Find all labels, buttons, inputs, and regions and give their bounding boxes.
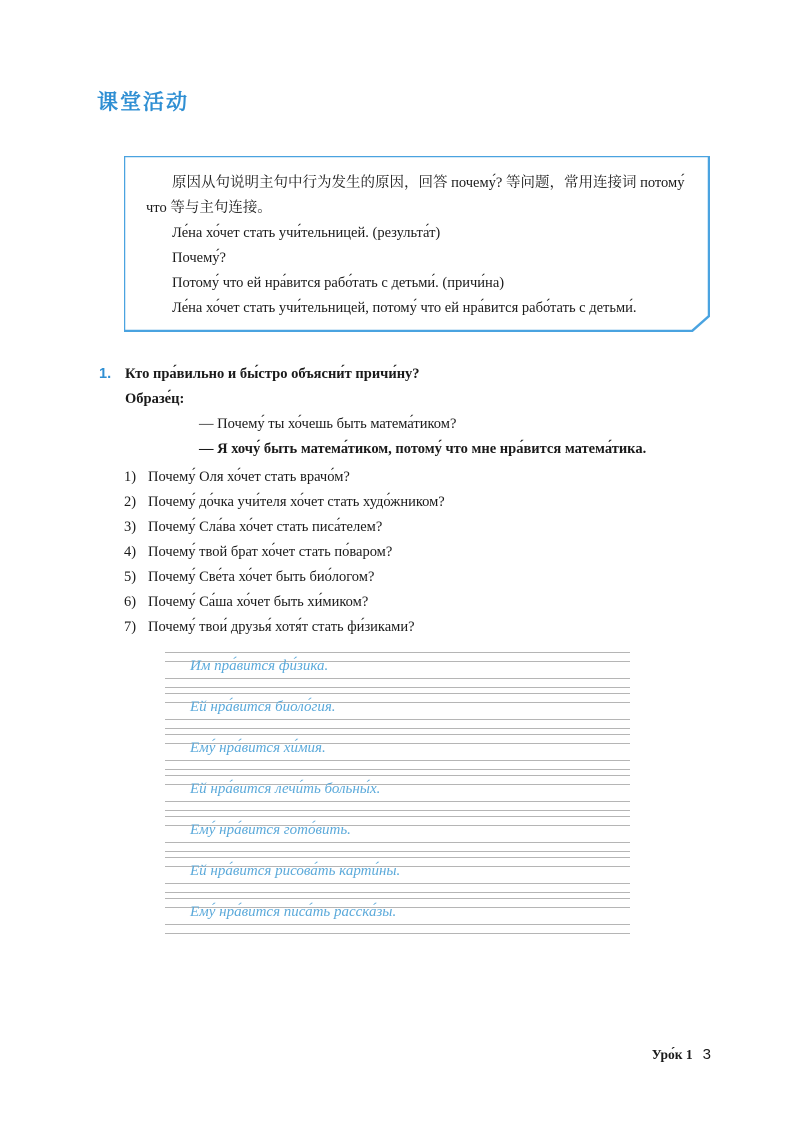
answer-line [165,898,630,939]
list-item [124,540,445,565]
question-number: 7) [124,619,137,635]
handwritten-answer: Ей нра́вится лечи́ть больны́х. [190,781,381,797]
answer-line [165,816,630,857]
handwritten-answer: Ему́ нра́вится хи́мия. [190,740,326,756]
question-list [124,465,445,640]
grammar-example: Потому́ что ей нра́вится рабо́тать с детьми́. (причи́на) [172,275,505,291]
question-text: Почему́ Све́та хо́чет быть био́логом? [148,569,375,585]
handwritten-answer: Ему́ нра́вится писа́ть расска́зы. [190,904,397,920]
list-item [124,615,445,640]
answer-line [165,857,630,898]
grammar-intro: 原因从句说明主句中行为发生的原因，回答 почему́? 等问题，常用连接词 потому́ что 等与主句连接。 [146,175,685,216]
grammar-example: Ле́на хо́чет стать учи́тельницей, потому́ что ей нра́вится рабо́тать с детьми́. [172,300,637,316]
question-text: Почему́ Оля хо́чет стать врачо́м? [148,469,350,485]
handwritten-answer: Ему́ нра́вится гото́вить. [190,822,351,838]
question-number: 2) [124,494,137,510]
question-text: Почему́ до́чка учи́теля хо́чет стать худо́жником? [148,494,445,510]
question-text: Почему́ твои́ друзья́ хотя́т стать фи́зиками? [148,619,415,635]
handwritten-answer: Ей нра́вится биоло́гия. [190,699,336,715]
answer-line [165,652,630,693]
page-number: 3 [702,1046,711,1063]
question-number: 4) [124,544,137,560]
question-number: 5) [124,569,137,585]
handwritten-answer: Им пра́вится фи́зика. [190,658,329,674]
question-text: Почему́ Са́ша хо́чет быть хи́миком? [148,594,369,610]
page-footer [652,1046,711,1063]
answer-line [165,734,630,775]
list-item [124,565,445,590]
answer-line [165,693,630,734]
question-number: 6) [124,594,137,610]
sample-answer: — Я хочу́ быть матема́тиком, потому́ что мне нра́вится матема́тика. [199,441,647,457]
list-item [124,590,445,615]
sample-label: Образе́ц: [125,391,185,407]
list-item [124,465,445,490]
list-item [124,490,445,515]
section-title: 课堂活动 [97,90,189,114]
list-item [124,515,445,540]
grammar-example: Почему́? [172,250,226,266]
grammar-example: Ле́на хо́чет стать учи́тельницей. (результа́т) [172,225,441,241]
question-text: Почему́ твой брат хо́чет стать по́варом? [148,544,393,560]
task-number: 1. [99,366,112,382]
grammar-box [124,138,710,332]
question-text: Почему́ Сла́ва хо́чет стать писа́телем? [148,519,383,535]
sample-question: — Почему́ ты хо́чешь быть матема́тиком? [199,416,457,432]
question-number: 1) [124,469,137,485]
lesson-label: Уро́к 1 [651,1047,693,1062]
task-title: Кто пра́вильно и бы́стро объясни́т причи́ну? [125,366,420,382]
grammar-body [146,171,694,321]
handwritten-answer: Ей нра́вится рисова́ть карти́ны. [190,863,401,879]
answer-line [165,775,630,816]
grammar-tab-title: 带原因从句的主从复合句 [138,138,325,154]
answer-lines [165,652,630,939]
question-number: 3) [124,519,137,535]
